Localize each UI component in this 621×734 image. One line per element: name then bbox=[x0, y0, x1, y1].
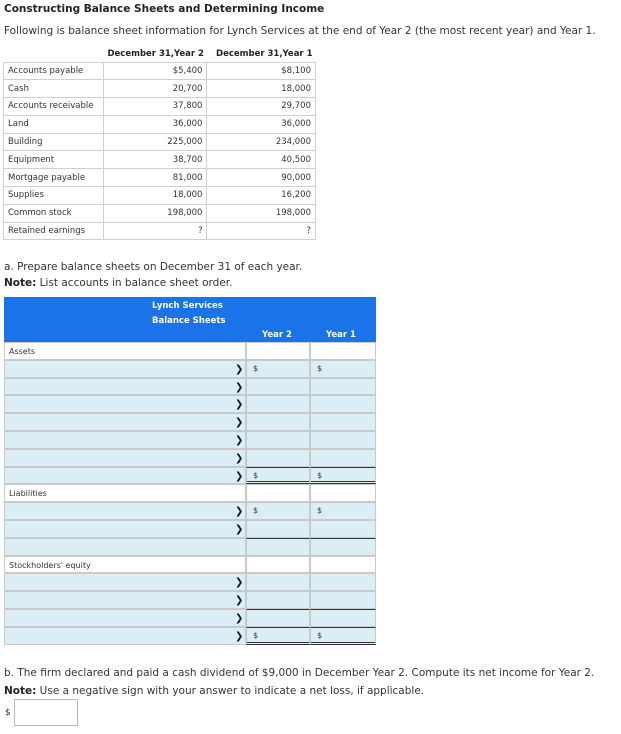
account-select[interactable] bbox=[4, 395, 246, 413]
asset-row-3 bbox=[4, 395, 376, 413]
account-name: Cash bbox=[4, 80, 104, 98]
column-year2: Year 2 bbox=[262, 330, 292, 340]
year1-value: 90,000 bbox=[207, 169, 316, 187]
chevron-down-icon[interactable]: ❯ bbox=[235, 577, 244, 589]
year1-input[interactable] bbox=[310, 591, 376, 609]
year2-input[interactable] bbox=[246, 609, 310, 627]
year2-value: 20,700 bbox=[103, 80, 207, 98]
total-liabilities-row bbox=[4, 538, 376, 556]
account-name: Mortgage payable bbox=[4, 169, 104, 187]
chevron-down-icon[interactable]: ❯ bbox=[235, 506, 244, 518]
equity-row-1 bbox=[4, 573, 376, 591]
dollar-sign: $ bbox=[317, 506, 323, 516]
total-label-cell[interactable] bbox=[4, 538, 246, 556]
year1-value: 18,000 bbox=[207, 80, 316, 98]
equity-label: Stockholders' equity bbox=[9, 560, 91, 570]
equity-row-3 bbox=[4, 609, 376, 627]
year2-cell bbox=[246, 342, 310, 360]
year1-value: $8,100 bbox=[207, 62, 316, 80]
equity-row-2 bbox=[4, 591, 376, 609]
asset-row-2 bbox=[4, 378, 376, 396]
year2-input[interactable] bbox=[246, 591, 310, 609]
year1-input[interactable] bbox=[310, 502, 376, 520]
statement-title: Balance Sheets bbox=[152, 316, 226, 326]
year2-input[interactable] bbox=[246, 413, 310, 431]
table-row bbox=[4, 80, 316, 98]
year2-input[interactable] bbox=[246, 378, 310, 396]
year1-input[interactable] bbox=[310, 395, 376, 413]
chevron-down-icon[interactable]: ❯ bbox=[235, 363, 244, 375]
table-row bbox=[4, 62, 316, 80]
asset-row-5 bbox=[4, 431, 376, 449]
table-row bbox=[4, 169, 316, 187]
year2-input[interactable] bbox=[246, 502, 310, 520]
part-b-instruction: b. The firm declared and paid a cash dividend of $9,000 in December Year 2. Compute its net income for Year 2. bbox=[4, 667, 595, 679]
chevron-down-icon[interactable]: ❯ bbox=[235, 452, 244, 464]
account-name: Accounts receivable bbox=[4, 98, 104, 116]
column-year1: Year 1 bbox=[326, 330, 356, 340]
liabilities-label: Liabilities bbox=[9, 489, 47, 499]
account-name: Land bbox=[4, 115, 104, 133]
year2-total-input[interactable] bbox=[246, 467, 310, 485]
total-liabilities-equity-row bbox=[4, 627, 376, 645]
page-heading: Constructing Balance Sheets and Determining Income bbox=[4, 3, 325, 15]
liabilities-header-row bbox=[4, 484, 376, 502]
section-label-cell bbox=[4, 342, 246, 360]
account-name: Accounts payable bbox=[4, 62, 104, 80]
account-select[interactable] bbox=[4, 502, 246, 520]
table-row bbox=[4, 222, 316, 240]
year2-input[interactable] bbox=[246, 360, 310, 378]
chevron-down-icon[interactable]: ❯ bbox=[235, 381, 244, 393]
chevron-down-icon[interactable]: ❯ bbox=[235, 524, 244, 535]
year2-value: 225,000 bbox=[103, 133, 207, 151]
table-row bbox=[4, 187, 316, 205]
account-name: Equipment bbox=[4, 151, 104, 169]
year1-value: 198,000 bbox=[207, 204, 316, 222]
year2-input[interactable] bbox=[246, 395, 310, 413]
account-select[interactable] bbox=[4, 449, 246, 467]
given-header-blank bbox=[4, 46, 104, 62]
account-select[interactable] bbox=[4, 591, 246, 609]
year1-value: 36,000 bbox=[207, 115, 316, 133]
balance-sheet-header bbox=[4, 297, 376, 342]
table-row bbox=[4, 133, 316, 151]
year1-input[interactable] bbox=[310, 431, 376, 449]
asset-row-1 bbox=[4, 360, 376, 378]
year1-cell bbox=[310, 342, 376, 360]
chevron-down-icon[interactable]: ❯ bbox=[235, 470, 244, 482]
account-select[interactable] bbox=[4, 360, 246, 378]
account-select[interactable] bbox=[4, 413, 246, 431]
year2-value: 81,000 bbox=[103, 169, 207, 187]
year2-value: $5,400 bbox=[103, 62, 207, 80]
year2-input[interactable] bbox=[246, 431, 310, 449]
table-row bbox=[4, 151, 316, 169]
liability-row-1 bbox=[4, 502, 376, 520]
dollar-sign: $ bbox=[253, 470, 259, 480]
given-header-year2: December 31,Year 2 bbox=[107, 48, 204, 59]
dollar-sign: $ bbox=[253, 630, 259, 640]
chevron-down-icon[interactable]: ❯ bbox=[235, 399, 244, 411]
given-data-table bbox=[3, 46, 316, 240]
year2-input[interactable] bbox=[246, 449, 310, 467]
assets-label: Assets bbox=[9, 347, 36, 356]
note-label: Note: bbox=[4, 277, 37, 289]
account-select[interactable] bbox=[4, 520, 246, 538]
year1-total-input[interactable] bbox=[310, 538, 376, 556]
year1-input[interactable] bbox=[310, 609, 376, 627]
intro-text: Following is balance sheet information for Lynch Services at the end of Year 2 (the most recent year) and Year 1. bbox=[4, 25, 596, 37]
note-text: Use a negative sign with your answer to indicate a net loss, if applicable. bbox=[36, 685, 425, 697]
asset-row-4 bbox=[4, 413, 376, 431]
company-name: Lynch Services bbox=[152, 301, 223, 311]
year1-value: 234,000 bbox=[207, 133, 316, 151]
year2-value: 36,000 bbox=[103, 115, 207, 133]
chevron-down-icon[interactable]: ❯ bbox=[235, 613, 244, 624]
total-assets-row bbox=[4, 467, 376, 485]
dollar-sign: $ bbox=[317, 363, 323, 373]
dollar-sign: $ bbox=[317, 470, 323, 480]
part-a-instruction: a. Prepare balance sheets on December 31 of each year. bbox=[4, 261, 303, 273]
year1-value: ? bbox=[207, 222, 316, 240]
note-label: Note: bbox=[4, 685, 37, 697]
note-text: List accounts in balance sheet order. bbox=[36, 277, 233, 289]
year1-total-input[interactable] bbox=[310, 467, 376, 485]
part-a-note bbox=[4, 277, 232, 289]
dollar-sign: $ bbox=[253, 363, 259, 373]
account-name: Common stock bbox=[4, 204, 104, 222]
net-income-input[interactable] bbox=[14, 699, 78, 726]
year2-total-input[interactable] bbox=[246, 538, 310, 556]
account-name: Retained earnings bbox=[4, 222, 104, 240]
chevron-down-icon[interactable]: ❯ bbox=[235, 630, 244, 642]
chevron-down-icon[interactable]: ❯ bbox=[235, 435, 244, 446]
year2-value: 198,000 bbox=[103, 204, 207, 222]
year1-input[interactable] bbox=[310, 520, 376, 538]
table-row bbox=[4, 115, 316, 133]
year1-input[interactable] bbox=[310, 360, 376, 378]
account-select[interactable] bbox=[4, 627, 246, 645]
year2-value: 18,000 bbox=[103, 187, 207, 205]
year1-value: 40,500 bbox=[207, 151, 316, 169]
chevron-down-icon[interactable]: ❯ bbox=[235, 417, 244, 429]
section-label-cell bbox=[4, 484, 246, 502]
year1-value: 16,200 bbox=[207, 187, 316, 205]
year2-total-input[interactable] bbox=[246, 627, 310, 645]
dollar-sign: $ bbox=[253, 506, 259, 516]
account-name: Building bbox=[4, 133, 104, 151]
year2-cell bbox=[246, 556, 310, 574]
assets-header-row bbox=[4, 342, 376, 360]
year1-total-input[interactable] bbox=[310, 627, 376, 645]
year1-input[interactable] bbox=[310, 378, 376, 396]
equity-header-row bbox=[4, 556, 376, 574]
year1-cell bbox=[310, 484, 376, 502]
account-select[interactable] bbox=[4, 609, 246, 627]
account-name: Supplies bbox=[4, 187, 104, 205]
year1-cell bbox=[310, 556, 376, 574]
dollar-sign: $ bbox=[317, 630, 323, 640]
chevron-down-icon[interactable]: ❯ bbox=[235, 595, 244, 607]
year2-cell bbox=[246, 484, 310, 502]
year1-input[interactable] bbox=[310, 449, 376, 467]
year2-value: ? bbox=[103, 222, 207, 240]
year2-value: 37,800 bbox=[103, 98, 207, 116]
asset-row-6 bbox=[4, 449, 376, 467]
year2-value: 38,700 bbox=[103, 151, 207, 169]
table-row bbox=[4, 98, 316, 116]
account-select[interactable] bbox=[4, 378, 246, 396]
part-b-note bbox=[4, 685, 424, 697]
year2-input[interactable] bbox=[246, 520, 310, 538]
account-select[interactable] bbox=[4, 573, 246, 591]
liability-row-2 bbox=[4, 520, 376, 538]
account-select[interactable] bbox=[4, 467, 246, 485]
net-income-dollar-sign: $ bbox=[5, 708, 11, 718]
table-row bbox=[4, 204, 316, 222]
account-select[interactable] bbox=[4, 431, 246, 449]
given-header-year1: December 31,Year 1 bbox=[216, 48, 313, 59]
year2-input[interactable] bbox=[246, 573, 310, 591]
section-label-cell bbox=[4, 556, 246, 574]
year1-value: 29,700 bbox=[207, 98, 316, 116]
year1-input[interactable] bbox=[310, 413, 376, 431]
year1-input[interactable] bbox=[310, 573, 376, 591]
balance-sheet-grid bbox=[4, 297, 376, 646]
